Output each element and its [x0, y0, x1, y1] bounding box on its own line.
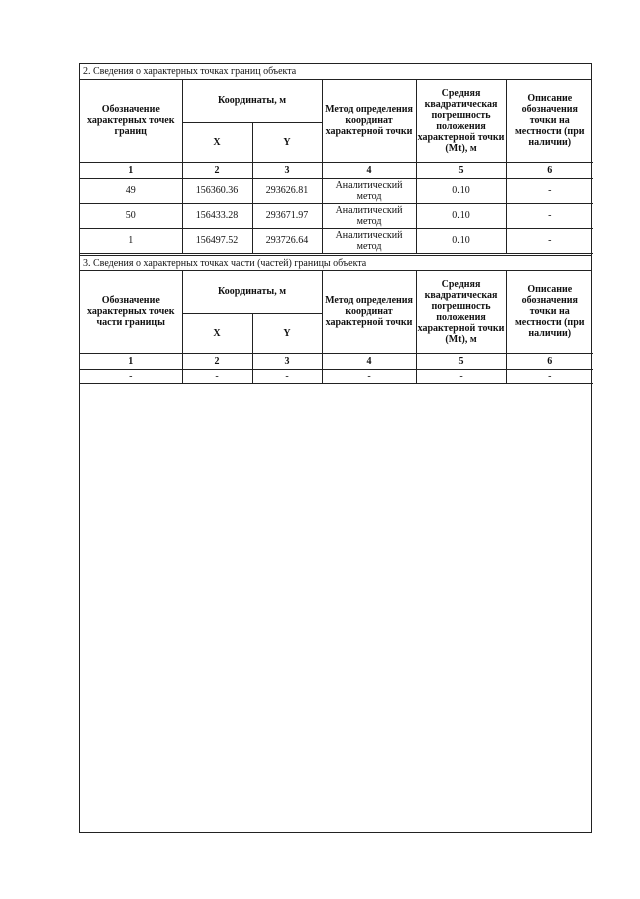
document-frame: [79, 63, 592, 833]
y-cell: -: [252, 369, 322, 383]
error-cell: 0.10: [416, 228, 506, 253]
boundary-points-table: [80, 80, 593, 254]
col-number: 3: [252, 353, 322, 369]
col-number: 4: [322, 162, 416, 178]
col-number: 1: [80, 162, 182, 178]
part-boundary-points-table: [80, 271, 593, 384]
description-cell: -: [506, 203, 593, 228]
method-cell: -: [322, 369, 416, 383]
x-cell: 156433.28: [182, 203, 252, 228]
section-2-title: 2. Сведения о характерных точках границ объекта: [80, 64, 591, 80]
header-designation: Обозначение характерных точек части границы: [80, 271, 182, 353]
col-number: 6: [506, 353, 593, 369]
method-cell: Аналитический метод: [322, 203, 416, 228]
col-number: 5: [416, 353, 506, 369]
x-cell: 156360.36: [182, 178, 252, 203]
y-cell: 293726.64: [252, 228, 322, 253]
header-coords: Координаты, м: [182, 80, 322, 122]
header-designation: Обозначение характерных точек границ: [80, 80, 182, 162]
header-description: Описание обозначения точки на местности (при наличии): [506, 271, 593, 353]
y-cell: 293626.81: [252, 178, 322, 203]
col-number: 1: [80, 353, 182, 369]
col-number: 6: [506, 162, 593, 178]
col-number: 5: [416, 162, 506, 178]
point-cell: 1: [80, 228, 182, 253]
col-number: 3: [252, 162, 322, 178]
section-3-title: 3. Сведения о характерных точках части (частей) границы объекта: [80, 255, 591, 271]
header-x: X: [182, 313, 252, 353]
description-cell: -: [506, 228, 593, 253]
y-cell: 293671.97: [252, 203, 322, 228]
x-cell: -: [182, 369, 252, 383]
table-row: [80, 203, 593, 228]
table-row: [80, 369, 593, 383]
error-cell: -: [416, 369, 506, 383]
header-x: X: [182, 122, 252, 162]
description-cell: -: [506, 369, 593, 383]
col-number: 2: [182, 162, 252, 178]
header-error: Средняя квадратическая погрешность положения характерной точки (Mt), м: [416, 271, 506, 353]
error-cell: 0.10: [416, 178, 506, 203]
x-cell: 156497.52: [182, 228, 252, 253]
description-cell: -: [506, 178, 593, 203]
table-row: [80, 178, 593, 203]
col-number: 2: [182, 353, 252, 369]
header-coords: Координаты, м: [182, 271, 322, 313]
header-y: Y: [252, 122, 322, 162]
error-cell: 0.10: [416, 203, 506, 228]
point-cell: 49: [80, 178, 182, 203]
method-cell: Аналитический метод: [322, 228, 416, 253]
header-method: Метод определения координат характерной точки: [322, 80, 416, 162]
header-y: Y: [252, 313, 322, 353]
header-error: Средняя квадратическая погрешность положения характерной точки (Mt), м: [416, 80, 506, 162]
method-cell: Аналитический метод: [322, 178, 416, 203]
table-row: [80, 228, 593, 253]
header-description: Описание обозначения точки на местности (при наличии): [506, 80, 593, 162]
header-method: Метод определения координат характерной точки: [322, 271, 416, 353]
point-cell: -: [80, 369, 182, 383]
point-cell: 50: [80, 203, 182, 228]
col-number: 4: [322, 353, 416, 369]
